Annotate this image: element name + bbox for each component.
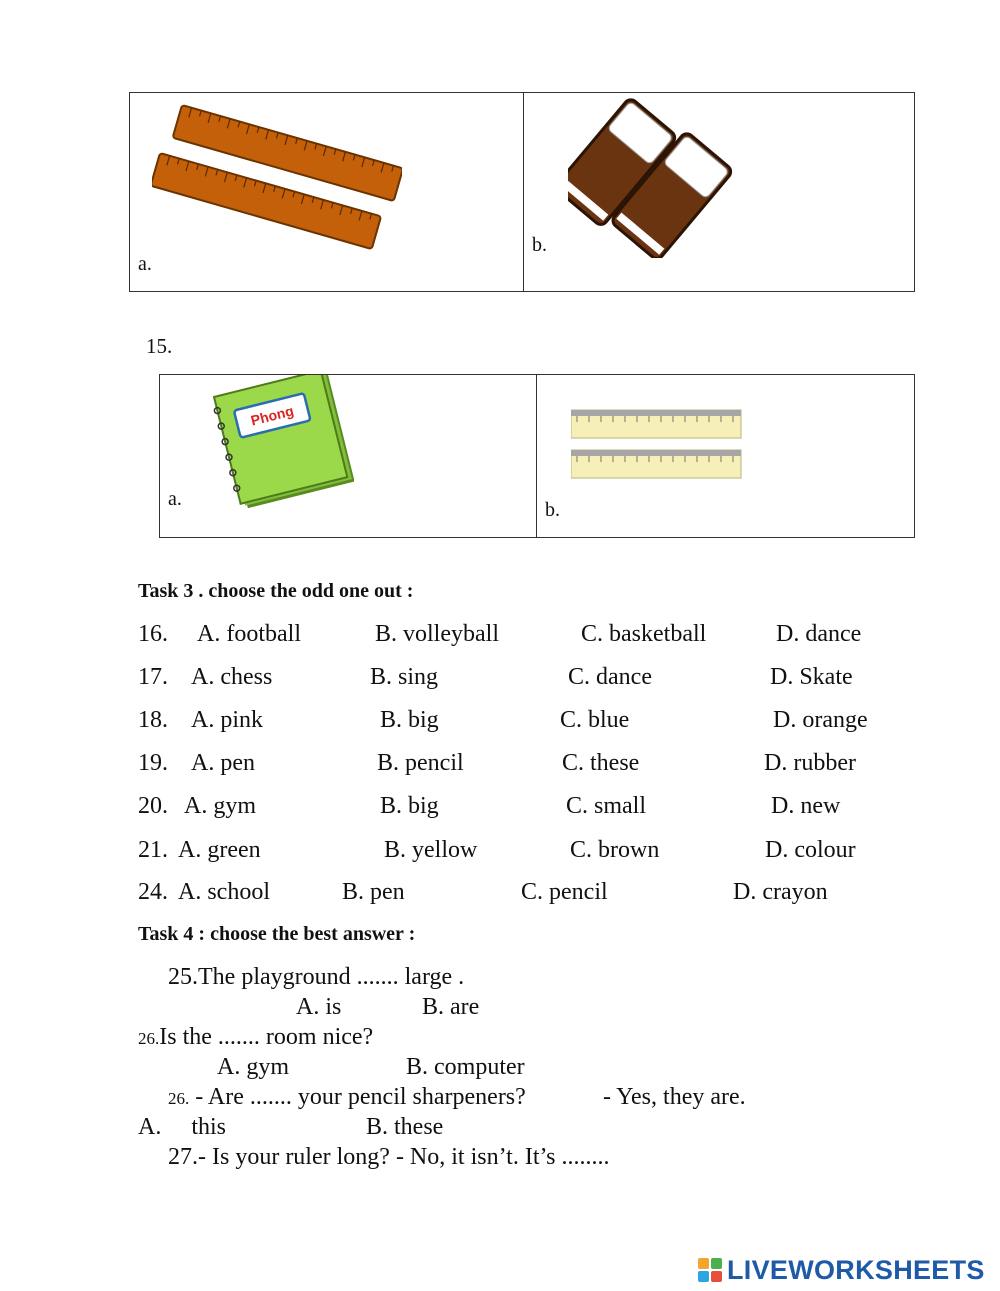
row-number: 24.: [138, 879, 168, 905]
q25-option-a[interactable]: A. is: [296, 994, 342, 1020]
row-number: 21.: [138, 837, 168, 863]
option-d[interactable]: D. rubber: [764, 750, 856, 776]
logo-text: LIVEWORKSHEETS: [727, 1254, 985, 1285]
q26b-text: - Are ....... your pencil sharpeners?: [189, 1084, 526, 1110]
q15-table: [159, 374, 915, 538]
option-d[interactable]: D. colour: [765, 837, 856, 863]
yellow-rulers-icon: [571, 408, 743, 480]
rulers-icon: [152, 93, 402, 253]
logo-blocks-icon: [698, 1258, 722, 1282]
q15-option-a[interactable]: [160, 375, 536, 537]
option-b[interactable]: B. yellow: [384, 837, 478, 863]
option-d[interactable]: D. new: [771, 793, 841, 819]
option-b[interactable]: B. sing: [370, 664, 439, 690]
option-c[interactable]: C. blue: [560, 707, 630, 733]
q14-table: [129, 92, 915, 292]
q15-a-label: a.: [168, 488, 182, 510]
q26b-number: 26.: [168, 1089, 190, 1108]
notebook-icon: [204, 375, 354, 510]
option-b[interactable]: B. big: [380, 793, 439, 819]
q25-option-b[interactable]: B. are: [422, 994, 480, 1020]
option-a[interactable]: A. pink: [191, 707, 263, 733]
q14-a-label: a.: [138, 253, 152, 275]
erasers-icon: [568, 93, 748, 258]
option-d[interactable]: D. orange: [773, 707, 868, 733]
q26-question: [138, 1024, 373, 1051]
option-a[interactable]: A. football: [197, 621, 301, 647]
row-number: 20.: [138, 793, 168, 819]
option-c[interactable]: C. dance: [568, 664, 652, 690]
option-c[interactable]: C. small: [566, 793, 647, 819]
option-d[interactable]: D. Skate: [770, 664, 853, 690]
row-number: 18.: [138, 707, 168, 733]
option-c[interactable]: C. these: [562, 750, 640, 776]
q15-b-label: b.: [545, 499, 560, 521]
option-d[interactable]: D. crayon: [733, 879, 828, 905]
option-d[interactable]: D. dance: [776, 621, 862, 647]
q15-option-b[interactable]: [536, 375, 914, 537]
option-b[interactable]: B. pencil: [377, 750, 464, 776]
q14-b-label: b.: [532, 234, 547, 256]
option-c[interactable]: C. pencil: [521, 879, 608, 905]
option-a[interactable]: A. gym: [184, 793, 256, 819]
q26b-option-a[interactable]: A. this: [138, 1114, 227, 1140]
liveworksheets-logo[interactable]: [698, 1255, 985, 1285]
option-b[interactable]: B. volleyball: [375, 621, 499, 647]
q26b-option-b[interactable]: B. these: [366, 1114, 444, 1140]
option-c[interactable]: C. basketball: [581, 621, 707, 647]
q14-option-a[interactable]: [130, 93, 523, 291]
notebook-name: Phong: [249, 402, 296, 429]
option-a[interactable]: A. green: [178, 837, 261, 863]
option-b[interactable]: B. big: [380, 707, 439, 733]
option-a[interactable]: A. chess: [191, 664, 273, 690]
q27-text: 27.- Is your ruler long? - No, it isn’t. It’s ........: [168, 1144, 610, 1170]
option-c[interactable]: C. brown: [570, 837, 660, 863]
q26-option-b[interactable]: B. computer: [406, 1054, 525, 1080]
q25-text: 25.The playground ....... large .: [168, 964, 465, 990]
q26b-reply: - Yes, they are.: [603, 1084, 746, 1110]
row-number: 17.: [138, 664, 168, 690]
q26-option-a[interactable]: A. gym: [217, 1054, 289, 1080]
q14-option-b[interactable]: [523, 93, 914, 291]
row-number: 16.: [138, 621, 168, 647]
option-a[interactable]: A. pen: [191, 750, 255, 776]
option-a[interactable]: A. school: [178, 879, 270, 905]
option-b[interactable]: B. pen: [342, 879, 405, 905]
task3-title: Task 3 . choose the odd one out :: [138, 580, 414, 602]
q26b-question: [168, 1084, 526, 1111]
q26-number: 26.: [138, 1029, 160, 1048]
q26-text: Is the ....... room nice?: [159, 1024, 374, 1050]
row-number: 19.: [138, 750, 168, 776]
task4-title: Task 4 : choose the best answer :: [138, 923, 416, 945]
q15-number: 15.: [146, 334, 173, 358]
